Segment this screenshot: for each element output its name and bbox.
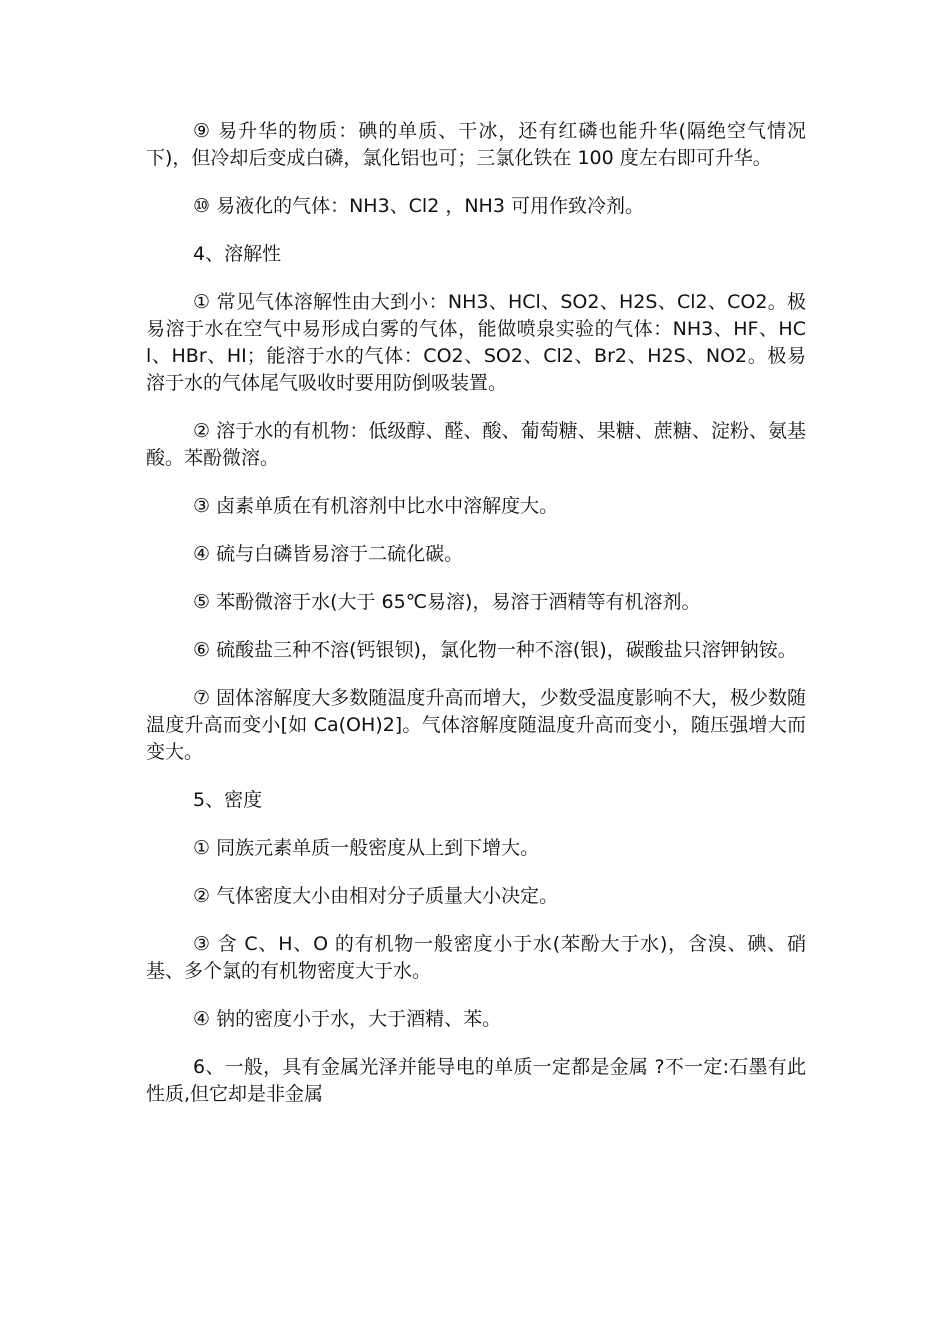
paragraph-halogens: ③ 卤素单质在有机溶剂中比水中溶解度大。 bbox=[193, 495, 559, 517]
section-heading-density: 5、密度 bbox=[193, 789, 263, 811]
paragraph-gas-density: ② 气体密度大小由相对分子质量大小决定。 bbox=[193, 885, 559, 907]
paragraph-metallic-luster: 6、一般，具有金属光泽并能导电的单质一定都是金属 ?不一定:石墨有此性质,但它却是非金属 bbox=[146, 1056, 806, 1105]
paragraph-liquefaction: ⑩ 易液化的气体：NH3、Cl2 ，NH3 可用作致冷剂。 bbox=[193, 195, 644, 217]
paragraph-sodium-density: ④ 钠的密度小于水，大于酒精、苯。 bbox=[193, 1008, 502, 1030]
paragraph-sulfur-phosphorus: ④ 硫与白磷皆易溶于二硫化碳。 bbox=[193, 543, 464, 565]
paragraph-group-density: ① 同族元素单质一般密度从上到下增大。 bbox=[193, 837, 540, 859]
paragraph-organic-density: ③ 含 C、H、O 的有机物一般密度小于水(苯酚大于水)，含溴、碘、硝基、多个氯的有机物密度大于水。 bbox=[146, 933, 806, 982]
paragraph-phenol: ⑤ 苯酚微溶于水(大于 65℃易溶)，易溶于酒精等有机溶剂。 bbox=[193, 591, 701, 613]
document-page bbox=[146, 118, 806, 1129]
paragraph-solid-solubility: ⑦ 固体溶解度大多数随温度升高而增大，少数受温度影响不大，极少数随温度升高而变小[如 Ca(OH)2]。气体溶解度随温度升高而变小，随压强增大而变大。 bbox=[146, 687, 806, 763]
paragraph-salts: ⑥ 硫酸盐三种不溶(钙银钡)，氯化物一种不溶(银)，碳酸盐只溶钾钠铵。 bbox=[193, 639, 797, 661]
paragraph-sublimation: ⑨ 易升华的物质：碘的单质、干冰，还有红磷也能升华(隔绝空气情况下)，但冷却后变成白磷，氯化铝也可；三氯化铁在 100 度左右即可升华。 bbox=[146, 120, 806, 169]
paragraph-gas-solubility: ① 常见气体溶解性由大到小：NH3、HCl、SO2、H2S、Cl2、CO2。极易溶于水在空气中易形成白雾的气体，能做喷泉实验的气体：NH3、HF、HCl、HBr、HI；能溶于水的气体：CO2、SO2、Cl2、Br2、H2S、NO2。极易溶于水的气体尾气吸收时要用防倒吸装置。 bbox=[146, 291, 806, 394]
paragraph-water-soluble-organics: ② 溶于水的有机物：低级醇、醛、酸、葡萄糖、果糖、蔗糖、淀粉、氨基酸。苯酚微溶。 bbox=[146, 420, 806, 469]
section-heading-solubility: 4、溶解性 bbox=[193, 243, 282, 265]
